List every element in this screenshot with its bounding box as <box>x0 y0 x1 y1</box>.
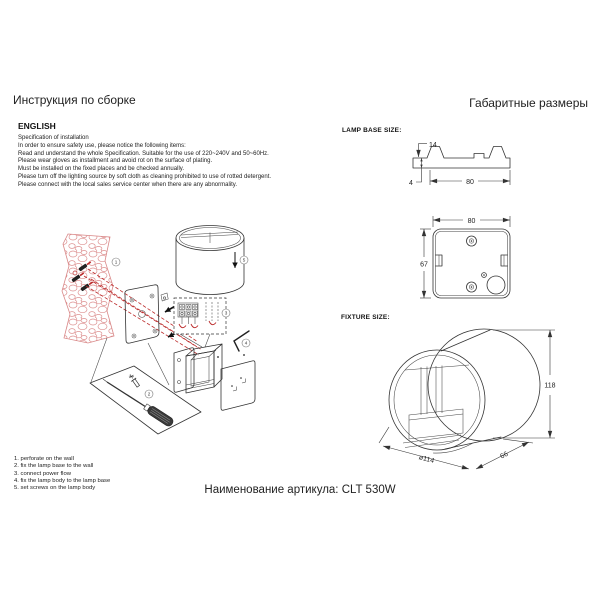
fixture-front-rim <box>389 350 485 450</box>
terminal-box <box>174 298 226 347</box>
svg-text:1: 1 <box>114 259 118 265</box>
fixture-body-back <box>428 329 540 441</box>
english-heading: ENGLISH <box>18 121 56 131</box>
page-title-overall-dimensions: Габаритные размеры <box>469 96 588 110</box>
svg-text:4: 4 <box>244 340 248 346</box>
fixture-inner-rim <box>394 355 480 445</box>
spec-line: Must be installed on the fixed places and be checked annually. <box>18 166 184 173</box>
dim-base-width <box>433 216 510 227</box>
dim-fixture-depth <box>476 439 533 469</box>
lamp-base-profile-drawing <box>398 133 558 198</box>
spec-line: Specification of installation <box>18 135 89 141</box>
set-screw-icon <box>128 373 141 388</box>
screw-hole-bottom <box>467 282 477 292</box>
spec-line: Please wear gloves as installment and avoid rot on the surface of plating. <box>18 158 213 165</box>
spec-line: Please connect with the local sales service center when there are any abnormality. <box>18 181 238 188</box>
dim-80-label: 80 <box>466 178 474 186</box>
dim-14-label: 14 <box>429 142 437 149</box>
svg-text:2: 2 <box>147 391 151 397</box>
lamp-body <box>174 344 245 393</box>
dim-80-top-label: 80 <box>467 217 476 225</box>
step-item: 3. connect power flow <box>14 470 71 477</box>
assembly-diagram <box>28 216 278 451</box>
svg-text:3: 3 <box>224 310 228 316</box>
dim-profile-height <box>419 142 437 157</box>
dim-67-label: 67 <box>420 261 428 269</box>
dim-profile-thickness <box>409 158 423 187</box>
step-item: 5. set screws on the lamp body <box>14 485 96 492</box>
step-item: 1. perforate on the wall <box>14 456 74 462</box>
step-marker-wall <box>112 258 120 266</box>
dim-base-depth <box>420 229 431 298</box>
step-marker-screwdriver <box>145 390 153 398</box>
step-marker-allen-key <box>242 339 250 347</box>
mounting-plate <box>125 285 159 343</box>
step-item: 4. fix the lamp body to the lamp base <box>14 477 111 484</box>
dim-4-label: 4 <box>409 180 413 187</box>
dim-114-label: ø114 <box>418 454 435 465</box>
lamp-base-size-label: LAMP BASE SIZE: <box>342 127 402 134</box>
lamp-base-top-view-drawing <box>390 203 520 308</box>
spec-line: Read and understand the whole Specification. Suitable for the use of 220~240V and 50~60Hz. <box>18 150 269 157</box>
step-marker-terminal-box <box>222 309 230 317</box>
english-specification-block <box>18 121 353 190</box>
clip-piece <box>161 293 168 301</box>
step-marker-shade <box>240 256 248 264</box>
small-hole <box>482 273 487 278</box>
dim-profile-width <box>430 170 510 186</box>
front-plate <box>221 361 255 411</box>
page-title-assembly-instruction: Инструкция по сборке <box>13 93 136 107</box>
dim-118-label: 118 <box>544 382 556 390</box>
step-item: 2. fix the lamp base to the wall <box>14 463 94 470</box>
screw-hole-top <box>467 236 477 246</box>
side-notch-right <box>501 255 508 266</box>
fixture-top-edge <box>441 330 490 351</box>
base-profile-outline <box>413 147 510 169</box>
shade <box>176 226 244 295</box>
dim-66-label: 66 <box>499 450 510 461</box>
fixture-inner-bracket <box>403 365 473 453</box>
fixture-size-label: FIXTURE SIZE: <box>341 314 390 321</box>
cable-hole <box>487 276 505 294</box>
spec-line: Please turn off the lighting source by soft cloth as cleaning prohibited to use of rotted detergent. <box>18 173 272 180</box>
fixture-3d-drawing <box>333 323 568 478</box>
svg-text:5: 5 <box>242 257 246 263</box>
side-notch-left <box>436 255 443 266</box>
article-name: Наименование артикула: CLT 530W <box>204 484 396 496</box>
spec-line: In order to ensure safety use, please notice the following items: <box>18 142 186 149</box>
glass-panel <box>90 338 201 434</box>
